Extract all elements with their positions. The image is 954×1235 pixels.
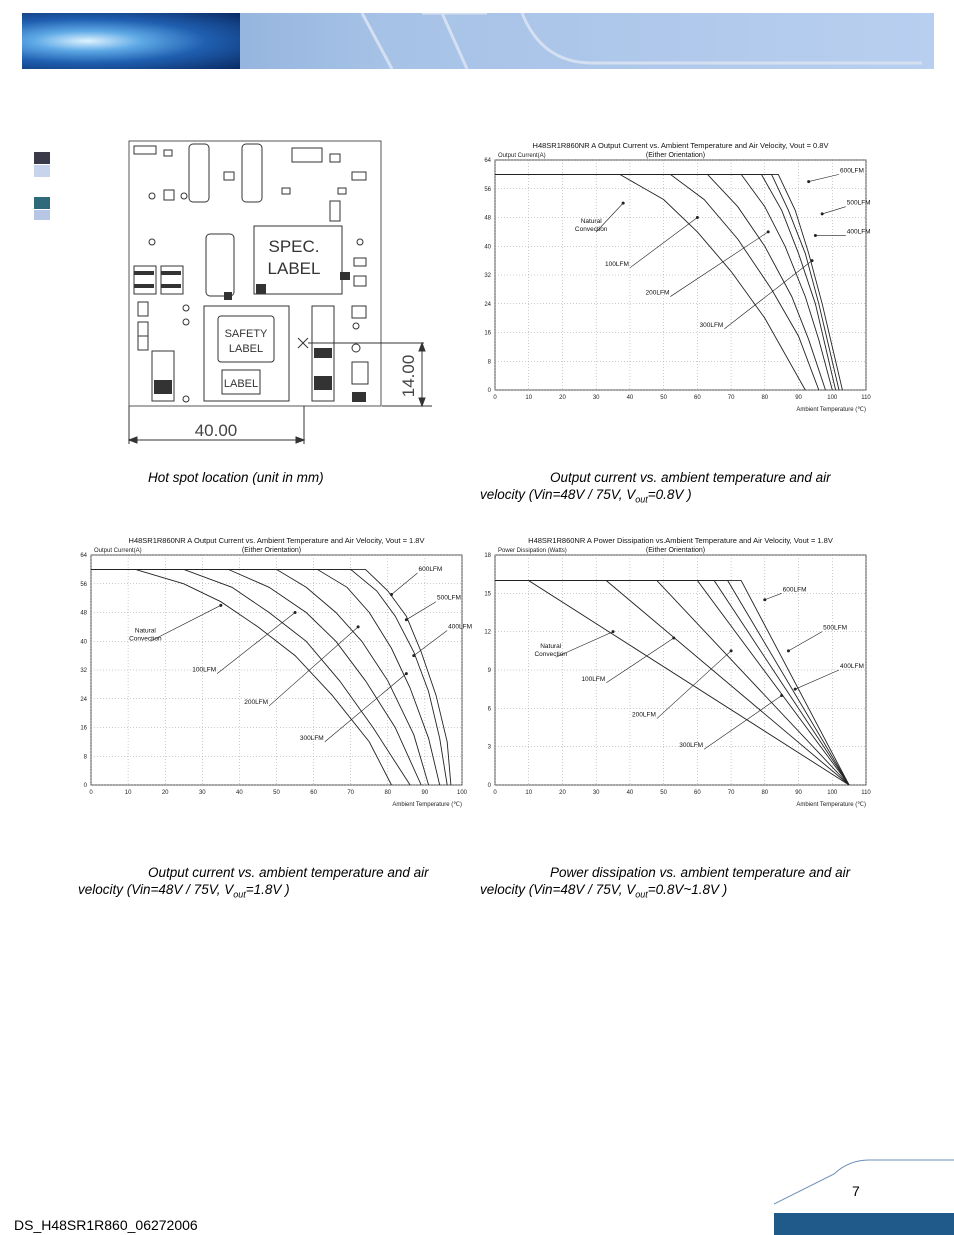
x-tick-label: 10 [124,790,132,796]
series-line-100lfm [495,581,849,785]
x-tick-label: 30 [198,790,206,796]
annotation-arrowhead [767,230,770,233]
caption-chart2 [78,864,458,904]
annotation-label: 600LFM [418,565,443,573]
x-tick-label: 80 [384,790,392,796]
annotation-label: Convection [129,635,162,643]
annotation-label: 300LFM [299,734,324,742]
x-tick-label: 0 [89,790,93,796]
y-tick-label: 40 [80,639,87,646]
caption-chart2-line1: Output current vs. ambient temperature and air [148,865,429,880]
annotation-label: 200LFM [244,698,269,706]
x-axis-label: Ambient Temperature (℃) [392,802,462,808]
series-line-500lfm [91,569,447,785]
caption-chart3-line2 [480,881,880,904]
y-axis-label: Output Current(A) [498,153,546,159]
x-tick-label: 40 [236,790,243,796]
annotation-label: Convection [534,651,567,659]
series-line-400lfm [91,569,440,785]
y-tick-label: 12 [484,629,491,636]
annotation-arrowhead [807,180,810,183]
caption-chart1-suffix: =0.8V ) [647,487,692,502]
y-tick-label: 0 [487,388,491,394]
y-tick-label: 16 [484,330,491,337]
x-axis-label: Ambient Temperature (℃) [796,802,866,808]
caption-chart1-sub: out [635,494,648,505]
spec-label-line2: LABEL [267,259,321,278]
x-tick-label: 70 [347,790,355,796]
annotation-label: 500LFM [846,199,871,207]
x-tick-label: 30 [592,790,600,796]
dim-height: 14.00 [399,354,418,398]
caption-chart2-line2 [78,881,458,904]
x-tick-label: 90 [421,790,429,796]
chart-title: H48SR1R860NR A Output Current vs. Ambient Temperature and Air Velocity, Vout = 0.8V [532,141,829,150]
chart-output-current-0v8 [478,138,880,420]
x-tick-label: 0 [493,790,497,796]
footer-decoration [774,1158,954,1235]
x-tick-label: 40 [626,790,634,796]
annotation-arrowhead [672,637,675,640]
chart-title: H48SR1R860NR A Power Dissipation vs.Ambient Temperature and Air Velocity, Vout = 1.8V [528,536,833,545]
annotation-arrowhead [219,604,222,607]
annotation-label: Convection [574,225,608,233]
chart-title: H48SR1R860NR A Output Current vs. Ambient Temperature and Air Velocity, Vout = 1.8V [128,536,425,545]
annotation-label: 500LFM [823,624,848,632]
x-tick-label: 110 [861,395,871,401]
annotation-label: 200LFM [632,711,656,719]
annotation-arrowhead [622,202,625,205]
y-axis-label: Power Dissipation (Watts) [498,548,567,554]
series-line-100lfm [495,174,819,390]
safety-label-line1: SAFETY [224,328,268,340]
annotation-leader [269,627,358,706]
y-tick-label: 64 [80,553,87,559]
caption-chart3-line1: Power dissipation vs. ambient temperature and air [550,865,851,880]
annotation-leader [765,593,782,599]
chart-subtitle: (Either Orientation) [645,152,706,159]
footer-bar [774,1213,954,1235]
series-line-300lfm [91,569,429,785]
caption-chart2-suffix: =1.8V ) [245,882,290,897]
annotation-leader [670,232,768,297]
y-tick-label: 0 [487,783,491,789]
annotation-leader [724,261,812,329]
x-axis-label: Ambient Temperature (℃) [796,407,866,413]
annotation-label: 300LFM [679,742,704,750]
y-tick-label: 56 [80,581,87,588]
dim-width: 40.00 [194,421,238,440]
caption-chart1-prefix: velocity (Vin=48V / 75V, V [480,487,636,502]
chart-subtitle: (Either Orientation) [241,547,302,554]
x-tick-label: 100 [827,790,838,796]
caption-chart2-sub: out [233,889,246,900]
annotation-leader [406,602,436,620]
annotation-leader [217,613,295,674]
y-tick-label: 32 [484,273,491,279]
x-tick-label: 90 [795,395,802,401]
x-tick-label: 50 [273,790,280,796]
caption-chart1-line1: Output current vs. ambient temperature and air [550,470,831,485]
x-tick-label: 20 [559,395,566,401]
y-tick-label: 6 [487,706,491,713]
y-tick-label: 32 [80,668,87,674]
y-tick-label: 15 [484,591,491,598]
caption-chart3-sub: out [635,889,648,900]
y-tick-label: 40 [484,244,491,251]
x-tick-label: 0 [493,395,497,401]
series-line-600lfm [91,569,451,785]
page-number: 7 [852,1183,860,1199]
annotation-leader [325,674,407,742]
x-tick-label: 60 [310,790,317,796]
annotation-leader [392,573,418,595]
annotation-arrowhead [794,688,797,691]
annotation-leader [809,174,839,181]
x-tick-label: 10 [525,790,533,796]
x-tick-label: 20 [559,790,566,796]
annotation-leader [704,696,782,750]
x-tick-label: 90 [795,790,802,796]
y-tick-label: 0 [83,783,87,789]
annotation-arrowhead [405,672,408,675]
x-tick-label: 100 [827,395,838,401]
caption-chart3-prefix: velocity (Vin=48V / 75V, V [480,882,636,897]
caption-chart1-line2 [480,486,860,509]
annotation-label: 400LFM [448,623,473,631]
caption-chart2-prefix: velocity (Vin=48V / 75V, V [78,882,234,897]
series-line-natural-convection [495,174,805,390]
annotation-label: 100LFM [581,675,606,683]
caption-chart3-suffix: =0.8V~1.8V ) [647,882,728,897]
series-line-natural-convection [91,569,392,785]
series-line-200lfm [91,569,421,785]
y-tick-label: 8 [487,359,491,366]
annotation-arrowhead [730,649,733,652]
annotation-label: 300LFM [699,321,724,329]
x-tick-label: 70 [727,395,735,401]
y-tick-label: 16 [80,725,87,732]
annotation-label: 600LFM [782,586,807,594]
series-line-300lfm [495,581,849,785]
x-tick-label: 10 [525,395,533,401]
chart-subtitle: (Either Orientation) [645,547,706,554]
color-swatch-light [34,165,50,177]
x-tick-label: 80 [761,395,769,401]
annotation-arrowhead [696,216,699,219]
x-tick-label: 60 [694,395,701,401]
x-tick-label: 50 [660,395,667,401]
annotation-arrowhead [357,625,360,628]
y-tick-label: 18 [484,553,491,559]
color-swatch-teal [34,197,50,209]
annotation-arrowhead [294,611,297,614]
annotation-label: 500LFM [437,594,461,602]
y-tick-label: 64 [484,158,491,164]
annotation-label: Natural [540,643,562,651]
annotation-arrowhead [612,630,615,633]
color-swatch-pale [34,210,50,220]
series-line-200lfm [495,174,826,390]
chart-output-current-1v8 [74,533,476,815]
annotation-leader [822,207,846,214]
annotation-label: 200LFM [645,289,670,297]
series-line-100lfm [91,569,410,785]
y-tick-label: 9 [487,668,491,674]
annotation-label: Natural [580,217,602,225]
x-tick-label: 60 [694,790,701,796]
annotation-leader [414,630,447,655]
x-tick-label: 100 [456,790,468,796]
annotation-label: 100LFM [605,260,629,268]
series-line-500lfm [495,581,849,785]
y-tick-label: 8 [83,754,87,761]
header-photo [22,13,240,69]
header-logo-outline [322,13,934,69]
annotation-arrowhead [811,259,814,262]
x-tick-label: 70 [727,790,735,796]
spec-label-line1: SPEC. [268,237,320,256]
series-line-300lfm [495,174,832,390]
y-tick-label: 24 [484,301,491,308]
y-tick-label: 48 [80,610,87,617]
bottom-label: LABEL [223,378,259,390]
y-tick-label: 56 [484,186,491,193]
y-tick-label: 24 [80,696,87,703]
y-tick-label: 48 [484,215,491,222]
series-line-400lfm [495,581,849,785]
annotation-leader [788,632,822,651]
annotation-leader [630,218,697,268]
annotation-arrowhead [405,618,408,621]
annotation-arrowhead [763,598,766,601]
annotation-arrowhead [787,649,790,652]
x-tick-label: 30 [592,395,600,401]
annotation-arrowhead [412,654,415,657]
annotation-label: Natural [134,627,156,635]
annotation-arrowhead [814,234,817,237]
chart-power-dissipation [478,533,880,815]
x-tick-label: 40 [626,395,634,401]
annotation-arrowhead [821,212,824,215]
color-swatch-dark [34,152,50,164]
caption-chart3 [480,864,880,904]
header-banner [22,13,934,69]
series-line-200lfm [495,581,849,785]
safety-label-line2: LABEL [228,343,264,355]
annotation-label: 100LFM [192,666,217,674]
annotation-arrowhead [390,593,393,596]
series-line-natural-convection [495,581,849,785]
document-id: DS_H48SR1R860_06272006 [14,1217,198,1233]
y-axis-label: Output Current(A) [94,548,142,554]
x-tick-label: 50 [660,790,667,796]
annotation-arrowhead [780,694,783,697]
annotation-label: 400LFM [846,228,871,236]
annotation-label: 400LFM [840,663,864,670]
pcb-hotspot-drawing [124,136,434,446]
series-line-600lfm [495,174,842,390]
x-tick-label: 110 [861,790,871,796]
series-line-600lfm [495,581,849,785]
caption-hotspot: Hot spot location (unit in mm) [148,470,324,485]
x-tick-label: 80 [761,790,769,796]
caption-chart1 [480,469,860,509]
y-tick-label: 3 [487,744,491,751]
x-tick-label: 20 [161,790,169,796]
annotation-leader [795,670,839,689]
annotation-label: 600LFM [840,167,864,175]
